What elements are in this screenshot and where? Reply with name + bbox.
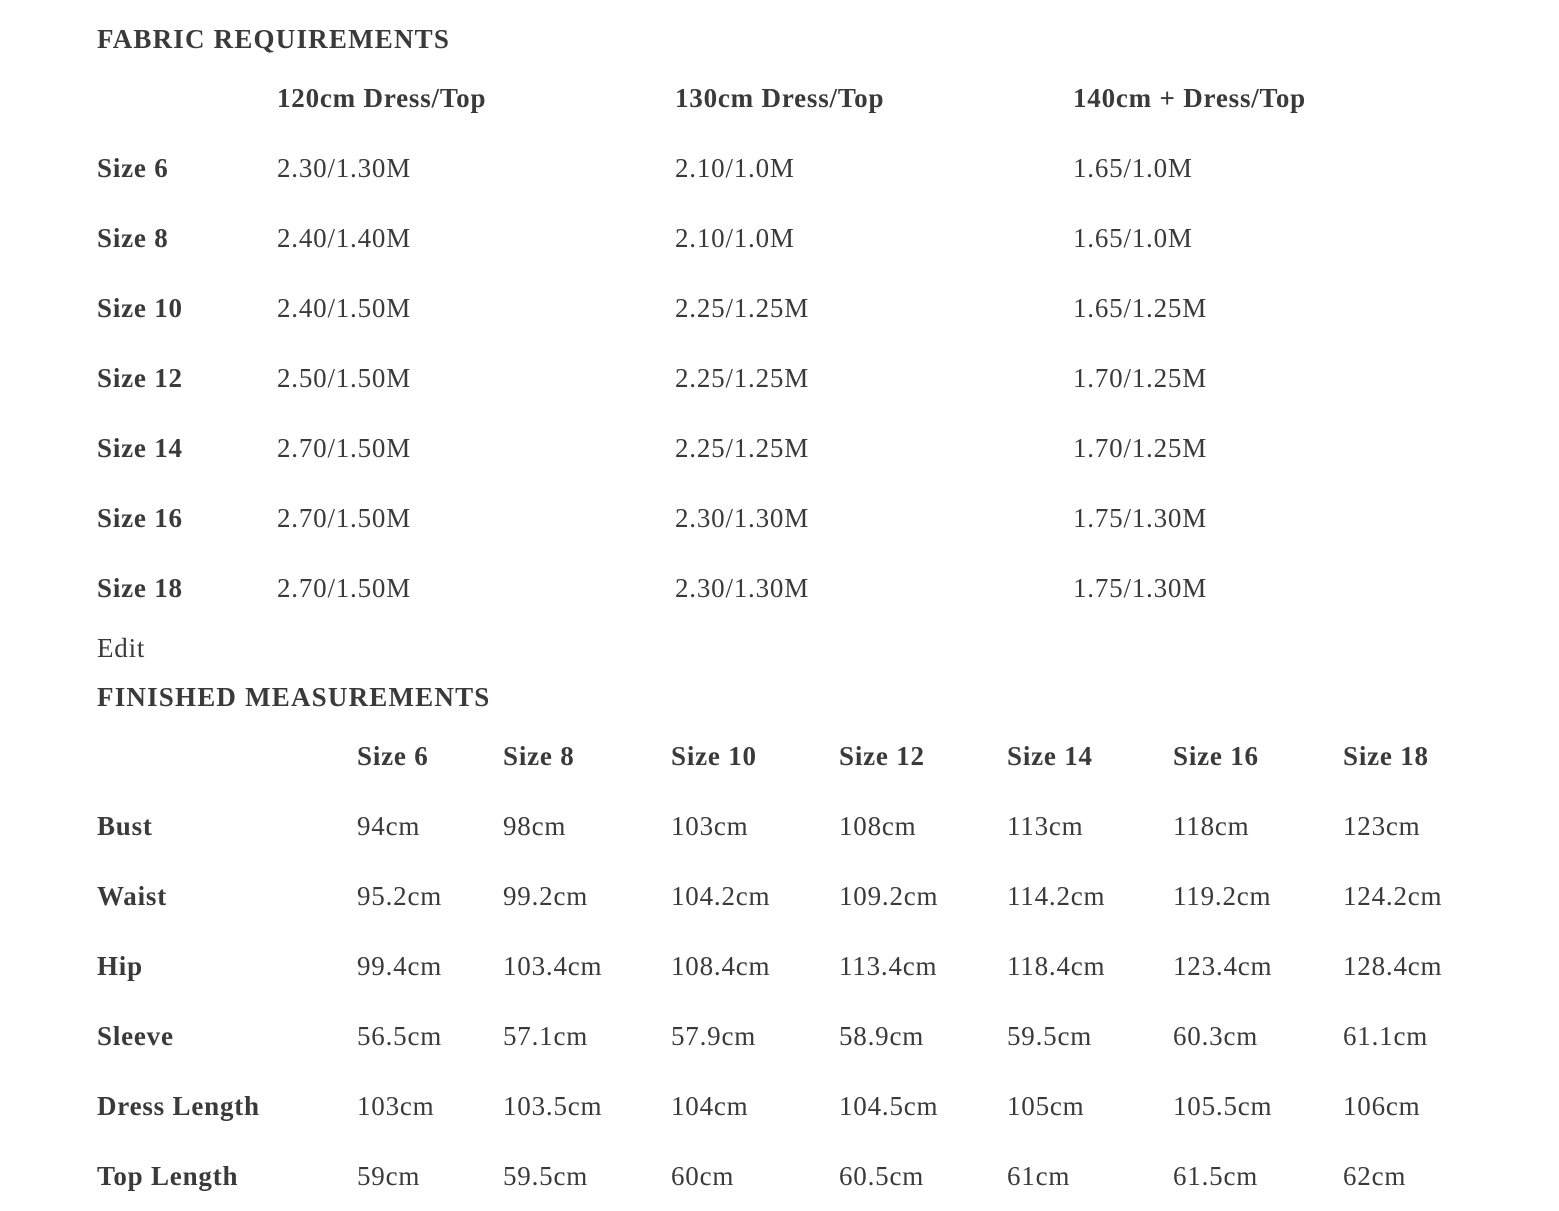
finished-row-top-length xyxy=(97,1141,1483,1211)
fabric-row-label: Size 12 xyxy=(97,362,183,393)
fabric-cell: 1.75/1.30M xyxy=(1073,502,1208,533)
finished-row-label: Top Length xyxy=(97,1160,239,1191)
fabric-cell: 2.25/1.25M xyxy=(675,292,810,323)
finished-cell: 59.5cm xyxy=(1007,1020,1093,1051)
finished-cell: 108cm xyxy=(839,810,917,841)
finished-cell: 123.4cm xyxy=(1173,950,1273,981)
fabric-cell: 2.10/1.0M xyxy=(675,222,795,253)
finished-cell: 57.1cm xyxy=(503,1020,589,1051)
fabric-cell: 2.40/1.50M xyxy=(277,292,412,323)
finished-cell: 104.2cm xyxy=(671,880,771,911)
fabric-cell: 2.70/1.50M xyxy=(277,502,412,533)
finished-cell: 103cm xyxy=(357,1090,435,1121)
finished-measurements-table xyxy=(97,721,1483,1211)
finished-cell: 104cm xyxy=(671,1090,749,1121)
finished-cell: 105cm xyxy=(1007,1090,1085,1121)
fabric-row-label: Size 10 xyxy=(97,292,183,323)
fabric-cell: 1.65/1.25M xyxy=(1073,292,1208,323)
finished-header-size-14: Size 14 xyxy=(1007,740,1093,771)
finished-cell: 113.4cm xyxy=(839,950,938,981)
fabric-cell: 2.30/1.30M xyxy=(277,152,412,183)
finished-cell: 60.3cm xyxy=(1173,1020,1259,1051)
fabric-cell: 1.75/1.30M xyxy=(1073,572,1208,603)
fabric-requirements-title: FABRIC REQUIREMENTS xyxy=(97,24,451,54)
fabric-header-row xyxy=(97,63,1493,133)
finished-cell: 59.5cm xyxy=(503,1160,589,1191)
fabric-cell: 2.40/1.40M xyxy=(277,222,412,253)
finished-cell: 61.1cm xyxy=(1343,1020,1429,1051)
fabric-cell: 2.25/1.25M xyxy=(675,362,810,393)
finished-row-label: Waist xyxy=(97,880,168,911)
fabric-cell: 2.70/1.50M xyxy=(277,432,412,463)
fabric-cell: 2.25/1.25M xyxy=(675,432,810,463)
fabric-cell: 2.30/1.30M xyxy=(675,502,810,533)
finished-row-sleeve xyxy=(97,1001,1483,1071)
finished-cell: 123cm xyxy=(1343,810,1421,841)
fabric-requirements-table xyxy=(97,63,1493,623)
finished-cell: 61cm xyxy=(1007,1160,1071,1191)
fabric-row-label: Size 16 xyxy=(97,502,183,533)
finished-header-size-12: Size 12 xyxy=(839,740,925,771)
finished-cell: 103.4cm xyxy=(503,950,603,981)
fabric-header-empty xyxy=(97,63,277,133)
finished-cell: 62cm xyxy=(1343,1160,1407,1191)
fabric-header-120cm: 120cm Dress/Top xyxy=(277,82,487,113)
finished-row-bust xyxy=(97,791,1483,861)
fabric-row-size-6 xyxy=(97,133,1493,203)
fabric-cell: 1.70/1.25M xyxy=(1073,432,1208,463)
fabric-cell: 1.70/1.25M xyxy=(1073,362,1208,393)
fabric-row-label: Size 18 xyxy=(97,572,183,603)
finished-cell: 94cm xyxy=(357,810,421,841)
fabric-header-140cm: 140cm + Dress/Top xyxy=(1073,82,1307,113)
finished-cell: 99.2cm xyxy=(503,880,589,911)
finished-header-size-16: Size 16 xyxy=(1173,740,1259,771)
finished-cell: 114.2cm xyxy=(1007,880,1106,911)
finished-cell: 109.2cm xyxy=(839,880,939,911)
fabric-header-130cm: 130cm Dress/Top xyxy=(675,82,885,113)
fabric-row-size-10 xyxy=(97,273,1493,343)
fabric-row-label: Size 6 xyxy=(97,152,169,183)
finished-row-dress-length xyxy=(97,1071,1483,1141)
finished-row-label: Bust xyxy=(97,810,153,841)
fabric-cell: 2.10/1.0M xyxy=(675,152,795,183)
fabric-cell: 2.30/1.30M xyxy=(675,572,810,603)
finished-header-size-8: Size 8 xyxy=(503,740,575,771)
finished-cell: 56.5cm xyxy=(357,1020,443,1051)
fabric-cell: 2.50/1.50M xyxy=(277,362,412,393)
finished-row-label: Sleeve xyxy=(97,1020,174,1051)
fabric-cell: 2.70/1.50M xyxy=(277,572,412,603)
fabric-row-size-18 xyxy=(97,553,1493,623)
finished-measurements-title: FINISHED MEASUREMENTS xyxy=(97,682,491,712)
finished-cell: 61.5cm xyxy=(1173,1160,1259,1191)
finished-cell: 118cm xyxy=(1173,810,1250,841)
finished-header-empty xyxy=(97,721,357,791)
finished-row-label: Dress Length xyxy=(97,1090,260,1121)
finished-cell: 108.4cm xyxy=(671,950,771,981)
finished-cell: 113cm xyxy=(1007,810,1084,841)
finished-cell: 128.4cm xyxy=(1343,950,1443,981)
fabric-row-size-8 xyxy=(97,203,1493,273)
finished-row-hip xyxy=(97,931,1483,1001)
fabric-row-label: Size 8 xyxy=(97,222,169,253)
finished-cell: 119.2cm xyxy=(1173,880,1272,911)
finished-cell: 105.5cm xyxy=(1173,1090,1273,1121)
finished-cell: 103.5cm xyxy=(503,1090,603,1121)
fabric-row-size-16 xyxy=(97,483,1493,553)
finished-cell: 118.4cm xyxy=(1007,950,1106,981)
finished-cell: 95.2cm xyxy=(357,880,443,911)
finished-row-waist xyxy=(97,861,1483,931)
fabric-row-size-12 xyxy=(97,343,1493,413)
fabric-cell: 1.65/1.0M xyxy=(1073,152,1193,183)
finished-cell: 106cm xyxy=(1343,1090,1421,1121)
finished-header-size-18: Size 18 xyxy=(1343,740,1429,771)
finished-cell: 104.5cm xyxy=(839,1090,939,1121)
finished-header-row xyxy=(97,721,1483,791)
finished-header-size-6: Size 6 xyxy=(357,740,429,771)
finished-cell: 99.4cm xyxy=(357,950,443,981)
finished-cell: 60.5cm xyxy=(839,1160,925,1191)
fabric-cell: 1.65/1.0M xyxy=(1073,222,1193,253)
finished-row-label: Hip xyxy=(97,950,143,981)
fabric-row-size-14 xyxy=(97,413,1493,483)
finished-cell: 59cm xyxy=(357,1160,421,1191)
fabric-row-label: Size 14 xyxy=(97,432,183,463)
finished-cell: 98cm xyxy=(503,810,567,841)
finished-cell: 57.9cm xyxy=(671,1020,757,1051)
finished-cell: 60cm xyxy=(671,1160,735,1191)
finished-cell: 103cm xyxy=(671,810,749,841)
finished-cell: 58.9cm xyxy=(839,1020,925,1051)
finished-header-size-10: Size 10 xyxy=(671,740,757,771)
finished-cell: 124.2cm xyxy=(1343,880,1443,911)
edit-link[interactable]: Edit xyxy=(97,633,146,663)
